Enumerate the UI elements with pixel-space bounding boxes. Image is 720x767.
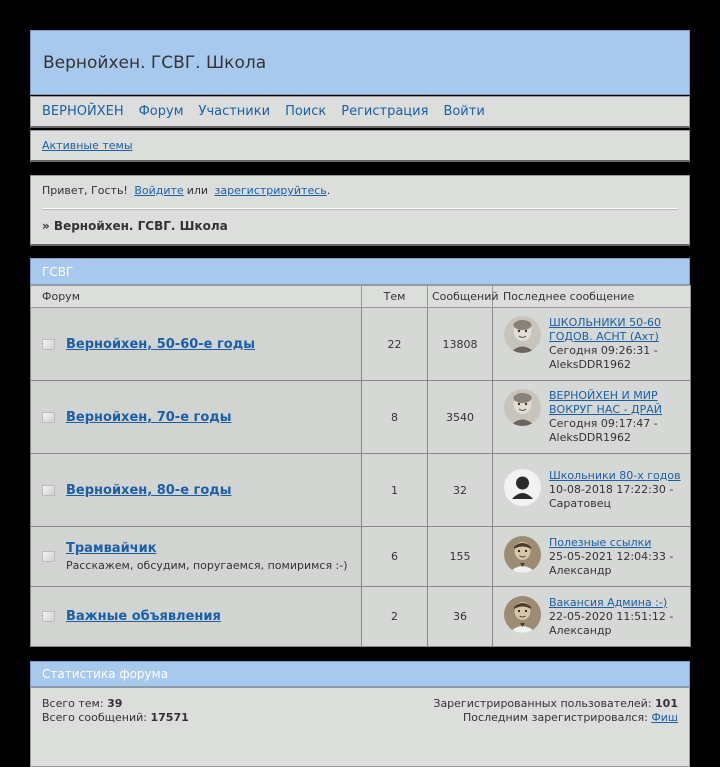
main-nav [30, 96, 690, 128]
page [30, 30, 690, 767]
last-post-cell [493, 454, 691, 527]
forum-link[interactable]: Трамвайчик [66, 541, 157, 556]
nav-users[interactable]: Участники [198, 104, 271, 119]
divider [42, 208, 678, 210]
category-header: ГСВГ [30, 258, 690, 285]
forum-cell [31, 587, 362, 647]
last-post-date: 25-05-2021 12:04:33 - [549, 549, 674, 563]
forum-table [30, 285, 691, 647]
sub-nav [30, 130, 690, 162]
last-post-link[interactable]: Полезные ссылки [549, 535, 652, 549]
col-posts: Сообщений [428, 286, 493, 308]
topics-count: 8 [362, 381, 428, 454]
forum-status-icon [42, 611, 55, 622]
posts-count: 36 [428, 587, 493, 647]
forum-status-icon [42, 339, 55, 350]
or-text: или [186, 184, 209, 197]
login-link[interactable]: Войдите [134, 184, 184, 197]
site-header [30, 30, 690, 95]
register-link[interactable]: зарегистрируйтесь [214, 184, 327, 197]
avatar[interactable] [504, 316, 541, 353]
last-post-link[interactable]: ШКОЛЬНИКИ 50-60 ГОДОВ. АСНТ (Ахт) [549, 316, 662, 343]
table-row [31, 381, 691, 454]
table-header-row [31, 286, 691, 308]
forum-link[interactable]: Вернойхен, 70-е годы [66, 409, 232, 425]
avatar[interactable] [504, 596, 541, 633]
avatar[interactable] [504, 389, 541, 426]
nav-search[interactable]: Поиск [285, 104, 327, 119]
posts-count: 155 [428, 527, 493, 587]
avatar[interactable] [504, 469, 541, 506]
topics-count: 22 [362, 308, 428, 381]
col-last-post: Последнее сообщение [493, 286, 691, 308]
nav-login[interactable]: Войти [443, 104, 485, 119]
table-row [31, 454, 691, 527]
forum-link[interactable]: Вернойхен, 50-60-е годы [66, 336, 255, 352]
forum-cell [31, 527, 362, 587]
forum-cell [31, 308, 362, 381]
last-post-user: Александр [549, 563, 612, 577]
active-topics-link[interactable]: Активные темы [42, 139, 133, 152]
topics-count: 1 [362, 454, 428, 527]
last-post-cell [493, 527, 691, 587]
last-user-link[interactable]: Фиш [651, 711, 678, 724]
last-post-user: AleksDDR1962 [549, 431, 632, 444]
site-title: Вернойхен. ГСВГ. Школа [43, 52, 267, 73]
forum-status-icon [42, 551, 55, 562]
table-row [31, 587, 691, 647]
forum-description: Расскажем, обсудим, поругаемся, помиримся :-) [66, 559, 348, 572]
last-post-user: AleksDDR1962 [549, 358, 632, 371]
forum-link[interactable]: Важные объявления [66, 609, 221, 624]
stat-topics: Всего тем: 39 [42, 697, 123, 710]
nav-register[interactable]: Регистрация [341, 104, 429, 119]
last-post-date: 10-08-2018 17:22:30 - [549, 483, 674, 496]
stat-posts: Всего сообщений: 17571 [42, 711, 189, 724]
stat-last-user: Последним зарегистрировался: Фиш [463, 711, 678, 724]
table-row [31, 527, 691, 587]
last-post-link[interactable]: Школьники 80-х годов [549, 469, 681, 482]
last-post-link[interactable]: ВЕРНОЙХЕН И МИР ВОКРУГ НАС - ДРАЙ [549, 389, 662, 416]
col-topics: Тем [362, 286, 428, 308]
nav-home[interactable]: ВЕРНОЙХЕН [42, 104, 124, 119]
stat-users: Зарегистрированных пользователей: 101 [433, 697, 678, 710]
greeting-text: Привет, Гость! [42, 184, 128, 197]
col-forum: Форум [31, 286, 362, 308]
posts-count: 32 [428, 454, 493, 527]
forum-status-icon [42, 412, 55, 423]
last-post-user: Саратовец [549, 497, 612, 510]
period-text: . [326, 184, 331, 197]
stats-box [30, 687, 690, 767]
last-post-link[interactable]: Вакансия Админа :-) [549, 595, 668, 609]
forum-cell [31, 381, 362, 454]
welcome-box [30, 175, 690, 246]
nav-forum[interactable]: Форум [138, 104, 184, 119]
avatar[interactable] [504, 536, 541, 573]
last-post-cell [493, 308, 691, 381]
forum-link[interactable]: Вернойхен, 80-е годы [66, 482, 232, 498]
stats-header: Статистика форума [30, 661, 690, 687]
last-post-date: Сегодня 09:26:31 - [549, 344, 658, 357]
topics-count: 6 [362, 527, 428, 587]
last-post-cell [493, 381, 691, 454]
posts-count: 13808 [428, 308, 493, 381]
last-post-cell [493, 587, 691, 647]
table-row [31, 308, 691, 381]
breadcrumb: » Вернойхен. ГСВГ. Школа [42, 219, 228, 233]
last-post-user: Александр [549, 623, 612, 637]
forum-cell [31, 454, 362, 527]
forum-status-icon [42, 485, 55, 496]
last-post-date: 22-05-2020 11:51:12 - [549, 609, 674, 623]
topics-count: 2 [362, 587, 428, 647]
welcome-line [42, 184, 678, 202]
posts-count: 3540 [428, 381, 493, 454]
last-post-date: Сегодня 09:17:47 - [549, 417, 658, 430]
